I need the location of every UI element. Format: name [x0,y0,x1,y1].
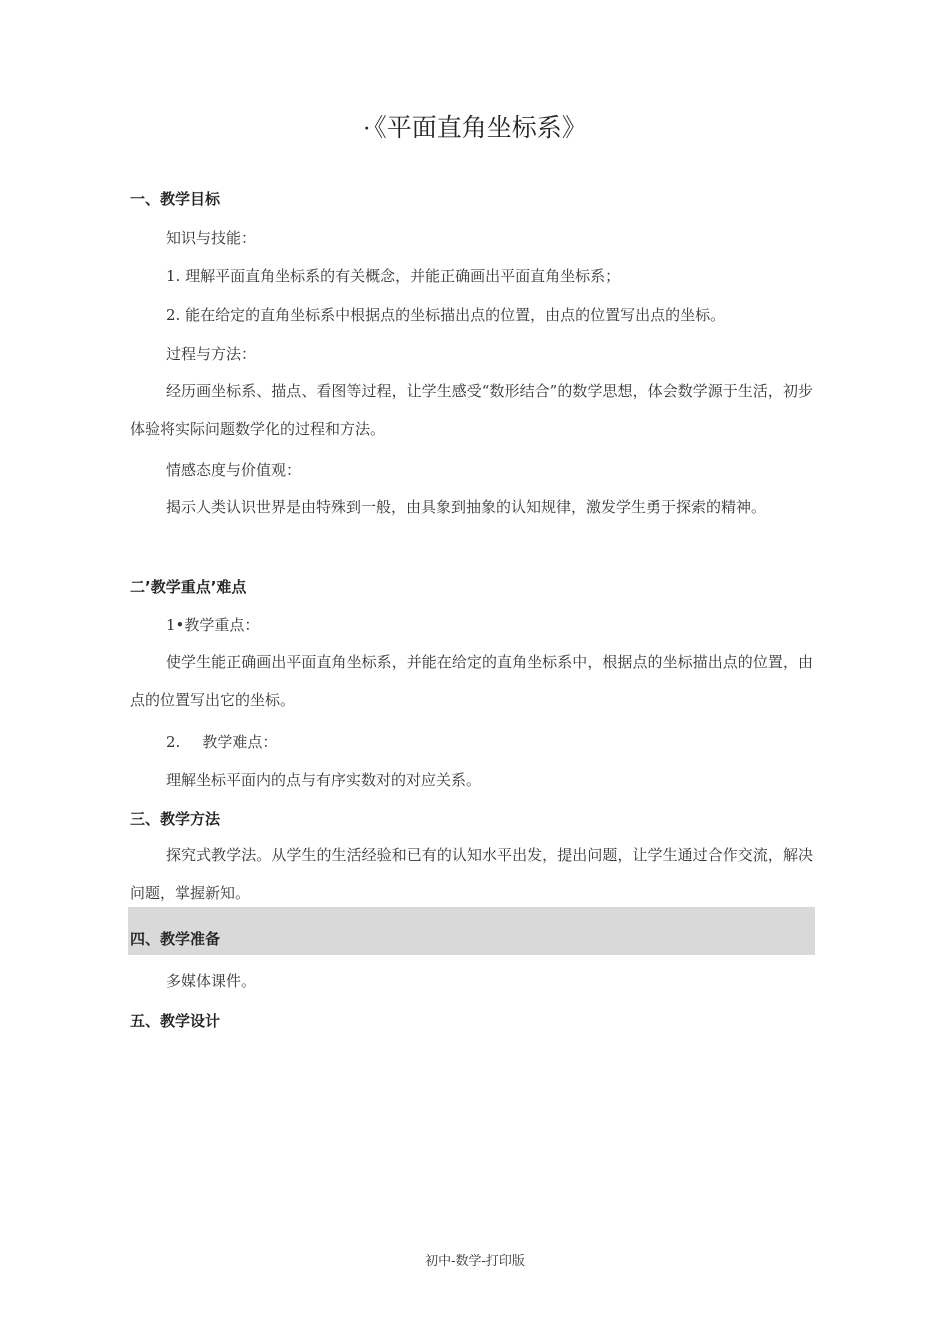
methods-text: 探究式教学法。从学生的生活经验和已有的认知水平出发，提出问题，让学生通过合作交流，解决问题，掌握新知。 [130,846,813,902]
process-method-label: 过程与方法： [166,345,257,363]
preparation-text: 多媒体课件。 [166,972,257,990]
emotion-values-text: 揭示人类认识世界是由特殊到一般，由具象到抽象的认知规律，激发学生勇于探索的精神。 [166,498,767,516]
key-point-text: 使学生能正确画出平面直角坐标系，并能在给定的直角坐标系中，根据点的坐标描出点的位置，由点的位置写出它的坐标。 [130,653,813,709]
page-footer: 初中-数学-打印版 [425,1254,525,1269]
section-heading-design: 五、教学设计 [130,1012,221,1030]
objective-item-1: 1. 理解平面直角坐标系的有关概念，并能正确画出平面直角坐标系； [166,267,621,285]
section-heading-preparation: 四、教学准备 [130,930,221,948]
key-point-label: 1•教学重点： [166,616,260,634]
section-heading-objectives: 一、教学目标 [130,190,221,208]
title-bullet: · [363,117,371,142]
objective-item-2: 2. 能在给定的直角坐标系中根据点的坐标描出点的位置，由点的位置写出点的坐标。 [166,306,726,324]
process-method-text: 经历画坐标系、描点、看图等过程，让学生感受“数形结合”的数学思想，体会数学源于生活，初步体验将实际问题数学化的过程和方法。 [130,382,813,438]
section-heading-key-points: 二’教学重点’难点 [130,578,247,596]
document-title [0,108,950,144]
knowledge-skills-label: 知识与技能： [166,229,257,247]
difficult-point-number: 2. [166,733,181,751]
difficult-point-text: 理解坐标平面内的点与有序实数对的对应关系。 [166,771,482,789]
emotion-values-label: 情感态度与价值观： [166,461,302,479]
highlight-band [128,907,815,955]
title-text: 《平面直角坐标系》 [374,113,587,142]
difficult-point-label: 教学难点： [202,733,278,751]
difficult-point-line [166,731,277,752]
section-heading-methods: 三、教学方法 [130,810,221,828]
